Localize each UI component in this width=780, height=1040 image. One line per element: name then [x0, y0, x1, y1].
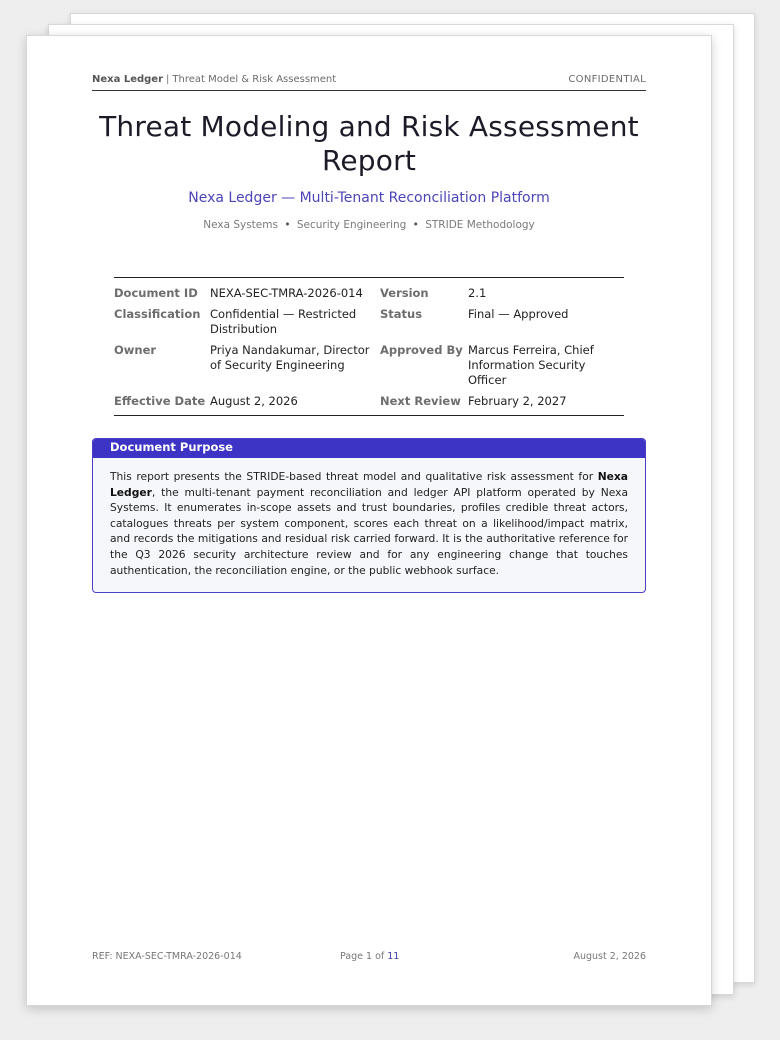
- purpose-text: [93, 458, 645, 592]
- approved-by-value: Marcus Ferreira, Chief Information Security Officer: [468, 343, 594, 387]
- header-classification: CONFIDENTIAL: [568, 74, 646, 85]
- byline-org: Nexa Systems: [203, 219, 278, 231]
- footer-reference: REF: NEXA-SEC-TMRA-2026-014: [92, 951, 242, 962]
- purpose-box: [92, 438, 646, 593]
- footer-date: August 2, 2026: [573, 951, 646, 962]
- approved-by-label: Approved By: [380, 343, 463, 357]
- header-left: [92, 74, 336, 85]
- purpose-heading: Document Purpose: [93, 439, 645, 458]
- header-separator: |: [166, 74, 170, 85]
- byline-team: Security Engineering: [296, 219, 407, 231]
- status-value: Final — Approved: [468, 307, 569, 321]
- byline: [67, 219, 671, 231]
- next-review-value: February 2, 2027: [468, 394, 567, 408]
- document-subtitle: Nexa Ledger — Multi-Tenant Reconciliation Platform: [188, 190, 550, 206]
- header-doc-title: Threat Model & Risk Assessment: [172, 74, 337, 85]
- owner-value: Priya Nandakumar, Director of Security Engineering: [210, 343, 370, 372]
- document-page: [26, 35, 712, 1006]
- purpose-text-product: Nexa Ledger: [110, 470, 628, 499]
- document-id-label: Document ID: [114, 286, 198, 300]
- effective-date-value: August 2, 2026: [210, 394, 298, 408]
- footer-page-number: [340, 951, 399, 962]
- version-value: 2.1: [468, 286, 487, 300]
- status-label: Status: [380, 307, 423, 321]
- footer-page-prefix: Page 1 of: [340, 951, 388, 962]
- owner-label: Owner: [114, 343, 157, 357]
- purpose-text-rest: , the multi-tenant payment reconciliation and ledger API platform operated by Nexa Systems. It enumerates in-scope assets and trust boundaries, profiles credible threat actors, catalogues threats per system component, scores each threat on a likelihood/impact matrix, and records the mitigations and residual risk carried forward. It is the authoritative reference for the Q3 2026 security architecture review and for any engineering change that touches authentication, the reconciliation engine, or the public webhook surface.: [110, 485, 628, 577]
- header-org: Nexa Ledger: [92, 74, 164, 85]
- running-header: [92, 74, 646, 91]
- purpose-text-intro: This report presents the STRIDE-based threat model and qualitative risk assessment for: [110, 470, 598, 483]
- metadata-table: [114, 277, 624, 416]
- footer-page-total: 11: [387, 951, 400, 962]
- classification-value: Confidential — Restricted Distribution: [210, 307, 357, 336]
- byline-method: STRIDE Methodology: [425, 219, 535, 231]
- effective-date-label: Effective Date: [114, 394, 206, 408]
- version-label: Version: [380, 286, 429, 300]
- document-id-value: NEXA-SEC-TMRA-2026-014: [210, 286, 363, 300]
- byline-bullet: •: [412, 219, 419, 231]
- metadata-row: [114, 307, 624, 337]
- metadata-row: [114, 394, 624, 409]
- document-title: Threat Modeling and Risk Assessment Report: [99, 110, 639, 177]
- metadata-row: [114, 343, 624, 388]
- byline-bullet: •: [284, 219, 291, 231]
- metadata-row: [114, 286, 624, 301]
- next-review-label: Next Review: [380, 394, 461, 408]
- classification-label: Classification: [114, 307, 201, 321]
